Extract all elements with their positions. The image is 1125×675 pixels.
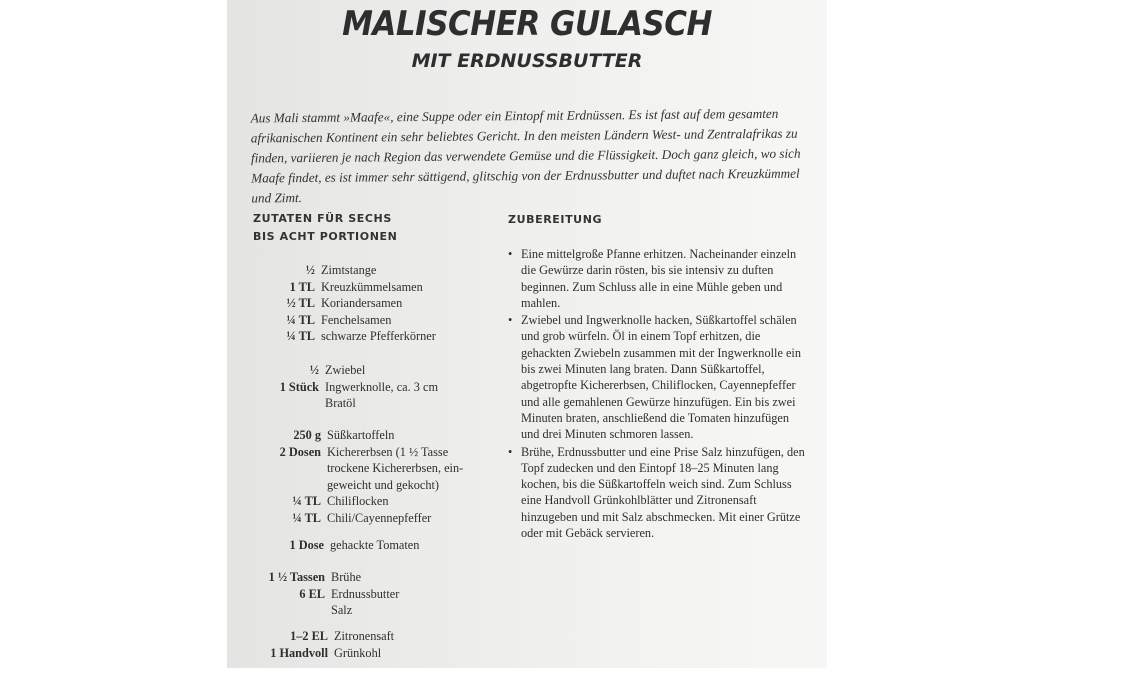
preparation-step: • Eine mittelgroße Pfanne erhitzen. Nacheinander einzeln die Gewürze darin rösten, bis sie intensiv zu duften beginnen. Zum Schluss alle in eine Mühle geben und mahlen.	[508, 246, 808, 311]
intro-paragraph: Aus Mali stammt »Maafe«, eine Suppe oder ein Eintopf mit Erdnüssen. Es ist fast auf dem gesamten afrikanischen Kontinent ein sehr beliebtes Gericht. In den meisten Ländern West- und Zentralafrikas zu finden, variieren je nach Region das verwendete Gemüse und die Flüssigkeit. Doch ganz gleich, wo sich Maafe findet, es ist immer sehr sättigend, glitschig von der Erdnussbutter und duftet nach Kreuzkümmel und Zimt.	[250, 105, 801, 206]
ingredient-quantity: 6 EL	[299, 586, 325, 601]
ingredient-row	[253, 379, 438, 396]
ingredient-row	[253, 295, 436, 312]
ingredient-quantity: ½	[309, 363, 319, 377]
ingredient-row	[253, 602, 399, 619]
preparation-step: • Zwiebel und Ingwerknolle hacken, Süßkartoffel schälen und grob würfeln. Öl in einem Topf erhitzen, die gehackten Zwiebeln zusammen mit der Ingwerknolle ein bis zwei Minuten lang braten. Dann Süßkartoffel, abgetropfte Kichererbsen, Chiliflocken, Cayennepfeffer und alle gemahlenen Gewürze hinzufügen. Ein bis zwei Minuten braten, anschließend die Tomaten hinzufügen und drei Minuten schmoren lassen.	[508, 312, 808, 442]
ingredient-row	[253, 493, 463, 510]
ingredient-quantity: 1 Handvoll	[270, 645, 328, 660]
ingredient-quantity	[253, 460, 327, 477]
ingredient-group	[253, 262, 436, 345]
ingredient-row	[253, 645, 394, 662]
ingredient-name: Fenchelsamen	[321, 312, 392, 327]
ingredient-quantity: ¼ TL	[286, 329, 315, 343]
ingredient-quantity: 1 Stück	[279, 379, 319, 394]
ingredient-row	[253, 427, 463, 444]
ingredients-heading-line: ZUTATEN FÜR SECHS	[253, 212, 392, 225]
ingredient-name: gehackte Tomaten	[330, 538, 420, 552]
preparation-heading: ZUBEREITUNG	[508, 213, 603, 226]
ingredient-row	[253, 460, 463, 477]
recipe-subtitle: MIT ERDNUSSBUTTER	[411, 50, 643, 72]
ingredient-name: Chili/Cayennepfeffer	[327, 510, 432, 525]
preparation-step: • Brühe, Erdnussbutter und eine Prise Salz hinzufügen, den Topf zudecken und den Eintopf 18–25 Minuten lang kochen, bis die Süßkartoffeln weich sind. Zum Schluss eine Handvoll Grünkohlblätter und Zitronensaft hinzugeben und mit Salz abschmecken. Mit einer Grütze oder mit Gebäck servieren.	[508, 444, 808, 542]
ingredient-group	[253, 537, 419, 554]
ingredient-row	[253, 537, 419, 554]
ingredient-group	[253, 628, 394, 661]
ingredient-row	[253, 279, 436, 296]
ingredient-name: Salz	[331, 603, 353, 617]
ingredient-group	[253, 362, 438, 412]
ingredient-name: Chiliflocken	[327, 494, 389, 508]
ingredient-group	[253, 427, 463, 526]
ingredient-quantity: 250 g	[293, 428, 321, 442]
ingredient-name: Zwiebel	[325, 363, 366, 377]
ingredient-name: Zitronensaft	[334, 629, 395, 643]
ingredient-row	[253, 510, 463, 527]
ingredient-quantity: 1–2 EL	[290, 629, 328, 643]
ingredient-name: trockene Kichererbsen, ein-	[327, 461, 464, 475]
recipe-page	[227, 0, 827, 668]
ingredients-heading	[253, 210, 397, 246]
ingredient-name: Süßkartoffeln	[327, 428, 395, 442]
ingredient-name: Brühe	[331, 570, 362, 584]
ingredient-quantity: ¼ TL	[286, 312, 315, 327]
ingredient-name: Zimtstange	[321, 263, 377, 277]
ingredient-name: Ingwerknolle, ca. 3 cm	[325, 379, 439, 394]
ingredient-quantity: ¼ TL	[292, 494, 321, 508]
ingredient-name: Kreuzkümmelsamen	[321, 279, 423, 294]
ingredient-row	[253, 477, 463, 494]
ingredient-row	[253, 395, 438, 412]
ingredient-name: schwarze Pfefferkörner	[321, 329, 436, 343]
ingredient-name: geweicht und gekocht)	[327, 477, 439, 492]
ingredient-quantity: ½ TL	[286, 296, 315, 310]
ingredient-quantity: ½	[305, 263, 315, 277]
ingredient-quantity: 1 ½ Tassen	[268, 570, 325, 584]
ingredient-name: Grünkohl	[334, 645, 382, 660]
ingredient-name: Erdnussbutter	[331, 586, 400, 601]
ingredient-row	[253, 569, 399, 586]
ingredient-row	[253, 586, 399, 603]
ingredient-row	[253, 444, 463, 461]
preparation-steps	[508, 246, 808, 542]
ingredient-name: Kichererbsen (1 ½ Tasse	[327, 444, 449, 459]
ingredient-row	[253, 328, 436, 345]
ingredient-name: Koriandersamen	[321, 296, 403, 310]
ingredient-quantity: 1 Dose	[289, 538, 324, 552]
ingredient-quantity: 2 Dosen	[279, 444, 321, 459]
ingredient-group	[253, 569, 399, 619]
ingredient-name: Bratöl	[325, 396, 356, 410]
ingredient-row	[253, 262, 436, 279]
ingredients-heading-line: BIS ACHT PORTIONEN	[253, 230, 398, 243]
ingredient-quantity	[253, 395, 325, 412]
ingredient-quantity: 1 TL	[289, 279, 315, 294]
ingredient-quantity: ¼ TL	[292, 510, 321, 525]
ingredient-row	[253, 362, 438, 379]
ingredient-quantity	[253, 477, 327, 494]
ingredient-row	[253, 628, 394, 645]
ingredient-quantity	[253, 602, 331, 619]
ingredient-row	[253, 312, 436, 329]
recipe-title: MALISCHER GULASCH	[342, 4, 712, 44]
